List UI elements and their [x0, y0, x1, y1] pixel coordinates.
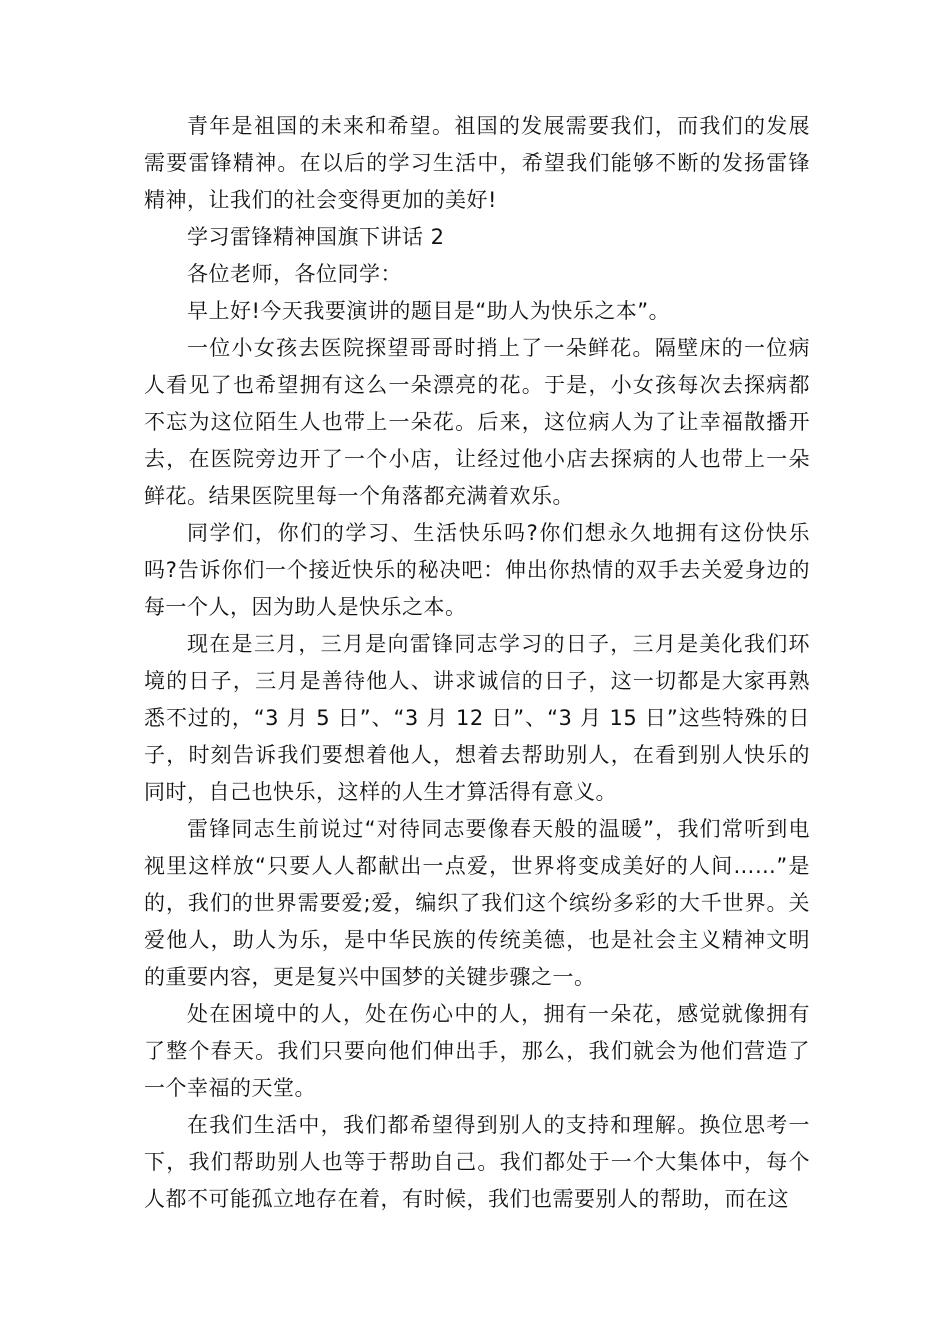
paragraph-march: 现在是三月，三月是向雷锋同志学习的日子，三月是美化我们环境的日子，三月是善待他人、讲求诚信的日子，这一切都是大家再熟悉不过的，“3 月 5 日”、“3 月 12 日”、“3 月 15 日”这些特殊的日子，时刻告诉我们要想着他人，想着去帮助别人，在看到别人快乐的同时，自己也快乐，这样的人生才算活得有意义。: [144, 632, 810, 804]
document-body: [144, 108, 810, 1218]
paragraph-support: 在我们生活中，我们都希望得到别人的支持和理解。换位思考一下，我们帮助别人也等于帮助自己。我们都处于一个大集体中，每个人都不可能孤立地存在着，有时候，我们也需要别人的帮助，而在这: [144, 1113, 810, 1211]
paragraph-story: 一位小女孩去医院探望哥哥时捎上了一朵鲜花。隔壁床的一位病人看见了也希望拥有这么一朵漂亮的花。于是，小女孩每次去探病都不忘为这位陌生人也带上一朵花。后来，这位病人为了让幸福散播开去，在医院旁边开了一个小店，让经过他小店去探病的人也带上一朵鲜花。结果医院里每一个角落都充满着欢乐。: [144, 336, 810, 508]
paragraph-1: 青年是祖国的未来和希望。祖国的发展需要我们，而我们的发展需要雷锋精神。在以后的学习生活中，希望我们能够不断的发扬雷锋精神，让我们的社会变得更加的美好!: [144, 114, 810, 212]
greeting-topic: 早上好!今天我要演讲的题目是“助人为快乐之本”。: [187, 299, 671, 323]
paragraph-hardship: 处在困境中的人，处在伤心中的人，拥有一朵花，感觉就像拥有了整个春天。我们只要向他们伸出手，那么，我们就会为他们营造了一个幸福的天堂。: [144, 1002, 810, 1100]
section-heading: 学习雷锋精神国旗下讲话 2: [187, 225, 445, 249]
paragraph-leifeng-quote: 雷锋同志生前说过“对待同志要像春天般的温暖”，我们常听到电视里这样放“只要人人都献出一点爱，世界将变成美好的人间……”是的，我们的世界需要爱;爱，编织了我们这个缤纷多彩的大千世界。关爱他人，助人为乐，是中华民族的传统美德，也是社会主义精神文明的重要内容，更是复兴中国梦的关键步骤之一。: [144, 817, 810, 989]
salutation: 各位老师，各位同学：: [187, 262, 402, 286]
paragraph-question: 同学们，你们的学习、生活快乐吗?你们想永久地拥有这份快乐吗?告诉你们一个接近快乐的秘决吧：伸出你热情的双手去关爱身边的每一个人，因为助人是快乐之本。: [144, 521, 810, 619]
